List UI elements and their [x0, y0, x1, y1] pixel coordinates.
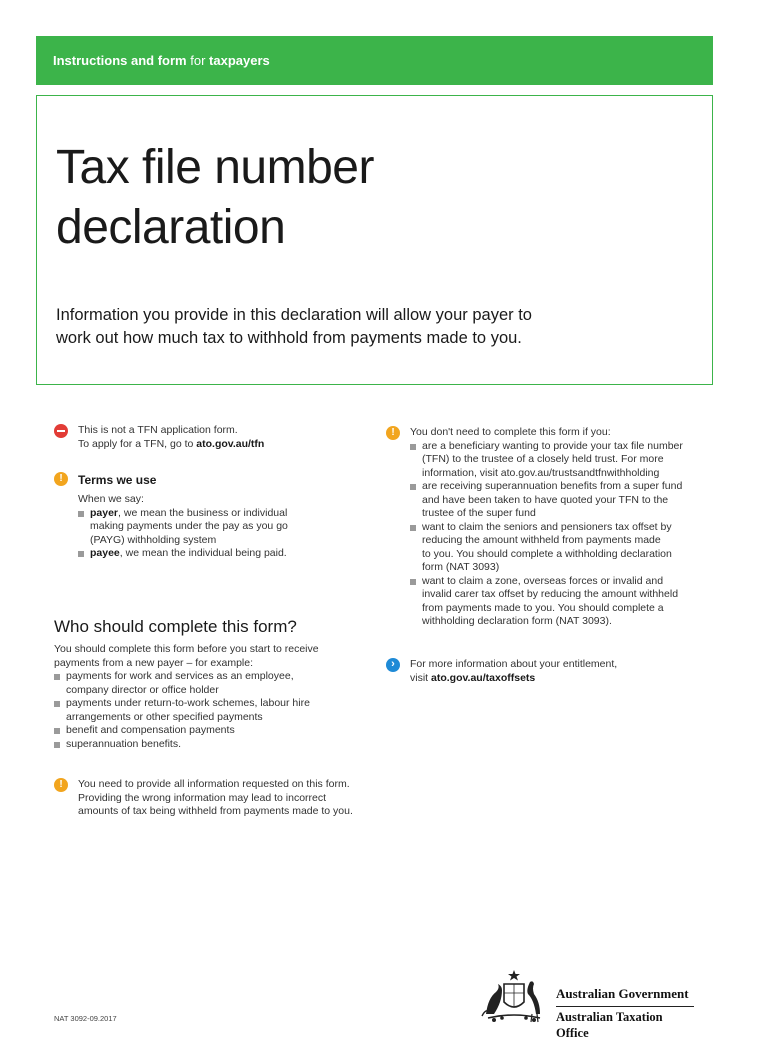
intro-text	[56, 304, 656, 350]
banner-part3: taxpayers	[209, 53, 270, 68]
list-item	[410, 521, 716, 575]
banner	[36, 36, 713, 85]
who-intro-1: You should complete this form before you start to receive	[54, 643, 319, 655]
payee-def: , we mean the individual being paid.	[119, 547, 287, 559]
terms-section	[54, 472, 374, 561]
who-item-1-l2: company director or office holder	[66, 683, 219, 696]
payer-def-3: (PAYG) withholding system	[90, 533, 217, 546]
payer-term: payer	[90, 506, 119, 519]
list-item	[410, 575, 716, 629]
chevron-right-icon: ›	[386, 658, 400, 672]
dn-item-2-l2: and have been taken to have quoted your TFN to the	[422, 493, 669, 506]
need-info-l1: You need to provide all information requested on this form.	[78, 778, 350, 790]
page-title	[56, 138, 374, 258]
government-logo-block	[478, 968, 698, 1040]
dn-item-1-l1: are a beneficiary wanting to provide your tax file number	[422, 439, 683, 452]
dn-item-4-l3: from payments made to you. You should complete a	[422, 601, 664, 614]
no-entry-icon	[54, 424, 68, 438]
payee-term: payee	[90, 547, 120, 559]
dn-item-1-l3: information, visit ato.gov.au/trustsandtfnwithholding	[422, 466, 660, 479]
list-item	[54, 724, 374, 738]
who-intro-2: payments from a new payer – for example:	[54, 656, 254, 669]
dn-item-4-l4: withholding declaration form (NAT 3093).	[422, 615, 612, 627]
banner-part2: for	[190, 53, 210, 68]
dont-need-section	[386, 426, 716, 629]
who-item-1-l1: payments for work and services as an employee,	[66, 670, 294, 682]
dont-need-list	[410, 440, 716, 629]
list-item	[78, 507, 374, 548]
who-item-4-l1: superannuation benefits.	[66, 737, 182, 750]
terms-heading: Terms we use	[78, 473, 157, 487]
tfn-notice	[54, 424, 374, 451]
gov-line-2: Australian Taxation Office	[556, 1010, 663, 1040]
need-info-l2: Providing the wrong information may lead to incorrect	[78, 791, 327, 804]
who-list	[54, 670, 374, 751]
dn-item-4-l1: want to claim a zone, overseas forces or invalid and	[422, 574, 664, 587]
who-item-2-l2: arrangements or other specified payments	[66, 710, 263, 723]
dont-need-heading: You don't need to complete this form if you:	[410, 426, 611, 438]
dn-item-3-l1: want to claim the seniors and pensioners tax offset by	[422, 520, 672, 533]
intro-line-2: work out how much tax to withhold from payments made to you.	[56, 329, 522, 347]
intro-line-1: Information you provide in this declaration will allow your payer to	[56, 306, 532, 324]
who-heading: Who should complete this form?	[54, 617, 297, 636]
who-item-3-l1: benefit and compensation payments	[66, 724, 235, 736]
more-info-l1: For more information about your entitlement,	[410, 658, 618, 670]
list-item	[78, 547, 374, 561]
exclamation-icon: !	[386, 426, 400, 440]
gov-line-1: Australian Government	[556, 986, 694, 1007]
title-box	[36, 95, 713, 385]
need-info-section	[54, 778, 384, 819]
dn-item-4-l2: invalid carer tax offset by reducing the amount withheld	[422, 588, 679, 600]
terms-list	[54, 507, 374, 561]
coat-of-arms-logo	[478, 968, 550, 1024]
dn-item-3-l4: form (NAT 3093)	[422, 561, 500, 573]
dn-item-2-l3: trustee of the super fund	[422, 507, 536, 519]
banner-part1: Instructions and form	[53, 53, 191, 68]
government-text	[556, 986, 698, 1041]
dn-item-3-l2: reducing the amount withheld from payments made	[422, 534, 661, 546]
tfn-notice-line2	[78, 438, 374, 452]
list-item	[54, 670, 374, 697]
list-item	[410, 480, 716, 521]
more-info-prefix: visit	[410, 671, 431, 684]
dn-item-1-l2: (TFN) to the trustee of a closely held trust. For more	[422, 453, 664, 465]
need-info-l3: amounts of tax being withheld from payments made to you.	[78, 805, 353, 817]
who-section	[54, 643, 374, 751]
exclamation-icon: !	[54, 778, 68, 792]
more-info-section	[386, 658, 716, 685]
terms-intro: When we say:	[78, 493, 144, 505]
list-item	[410, 440, 716, 481]
payer-def-1: , we mean the business or individual	[118, 506, 288, 519]
list-item	[54, 697, 374, 724]
tfn-notice-line1: This is not a TFN application form.	[78, 424, 238, 436]
dn-item-2-l1: are receiving superannuation benefits from a super fund	[422, 480, 683, 492]
exclamation-icon: !	[54, 472, 68, 486]
title-line-1: Tax file number	[56, 141, 374, 194]
tfn-link[interactable]: ato.gov.au/tfn	[196, 437, 265, 450]
title-line-2: declaration	[56, 201, 286, 254]
who-item-2-l1: payments under return-to-work schemes, labour hire	[66, 697, 310, 709]
dn-item-3-l3: to you. You should complete a withholding declaration	[422, 547, 672, 560]
more-info-l2	[410, 672, 716, 686]
form-code: NAT 3092-09.2017	[54, 1014, 117, 1023]
payer-def-2: making payments under the pay as you go	[90, 520, 288, 532]
tfn-notice-prefix: To apply for a TFN, go to	[78, 437, 197, 450]
list-item	[54, 738, 374, 752]
taxoffsets-link[interactable]: ato.gov.au/taxoffsets	[431, 671, 536, 684]
